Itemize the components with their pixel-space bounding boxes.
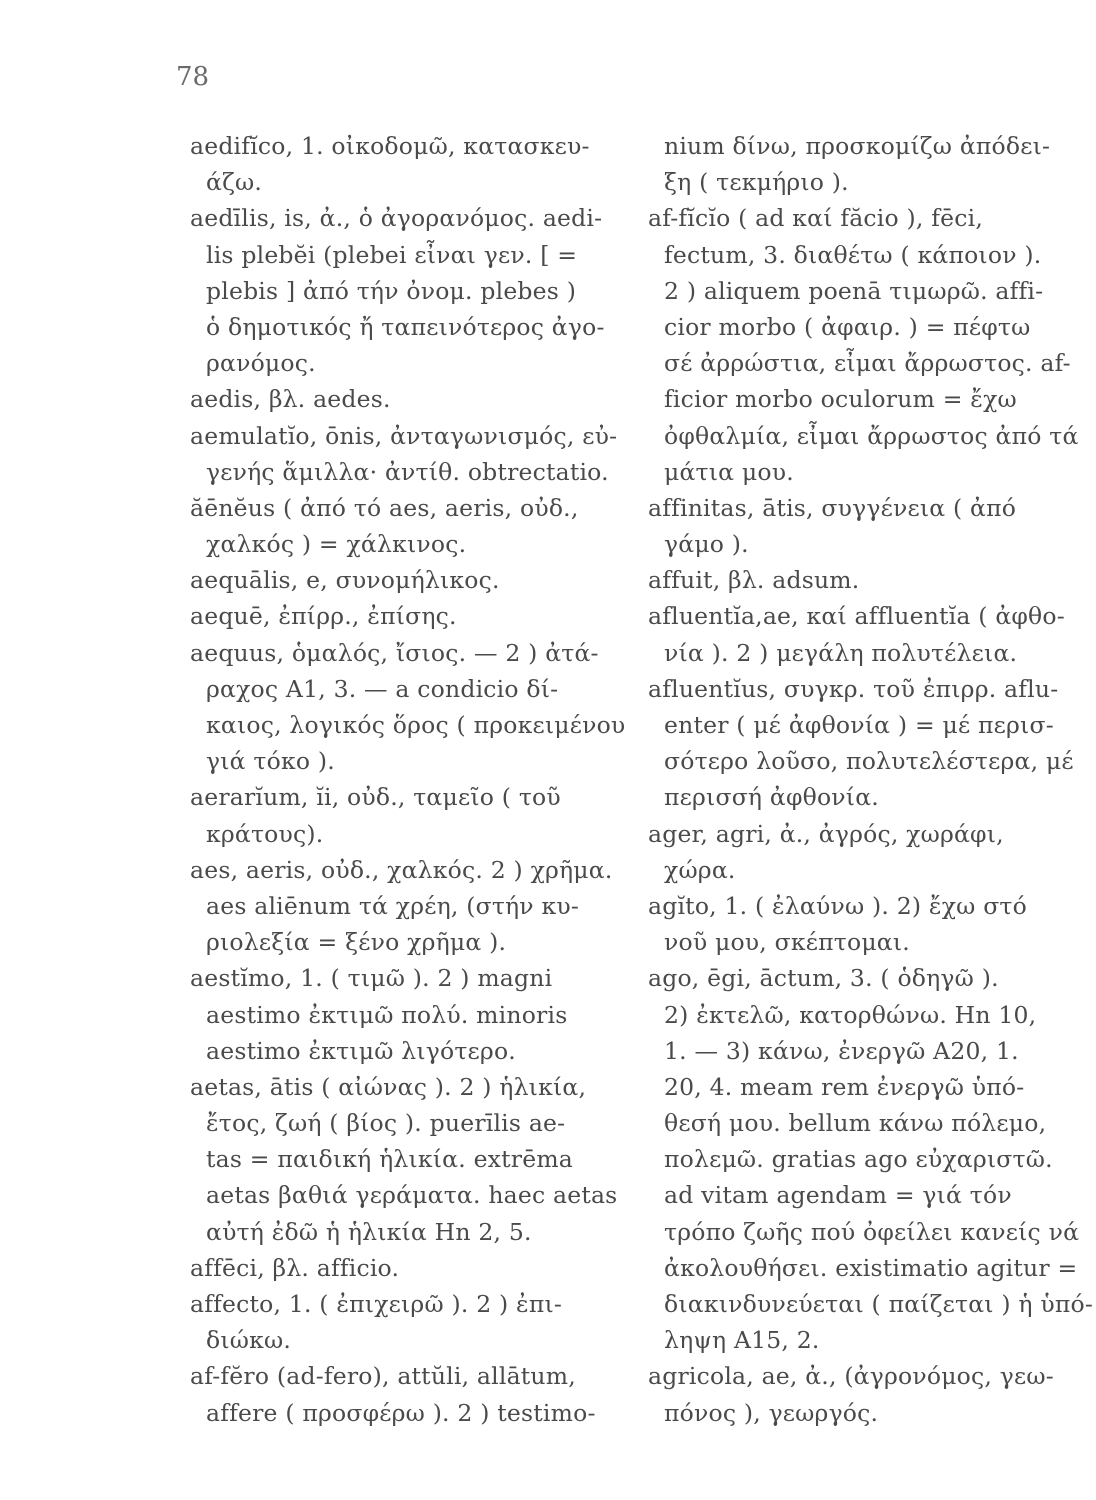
dictionary-line: ἔτος, ζωή ( βίος ). puerīlis ae- [206, 1109, 566, 1138]
dictionary-line: ad vitam agendam = γιά τόν [664, 1181, 1012, 1210]
dictionary-line: aes, aeris, οὐδ., χαλκός. 2 ) χρῆμα. [190, 855, 613, 884]
dictionary-line: ριολεξία = ξένο χρῆμα ). [206, 928, 507, 957]
dictionary-line: aemulatĭo, ōnis, ἀνταγωνισμός, εὐ- [190, 421, 618, 450]
dictionary-line: enter ( μέ ἀφθονία ) = μέ περισ- [664, 711, 1054, 739]
dictionary-line: κράτους). [206, 819, 324, 848]
dictionary-line: aequus, ὁμαλός, ἴσιος. — 2 ) ἀτά- [190, 638, 599, 667]
dictionary-line: θεσή μου. bellum κάνω πόλεμο, [664, 1109, 1047, 1138]
dictionary-line: ὁ δημοτικός ἤ ταπεινότερος ἀγο- [206, 312, 605, 341]
dictionary-line: affere ( προσφέρω ). 2 ) testimo- [206, 1398, 596, 1427]
dictionary-line: ραχος A1, 3. — a condicio δί- [206, 674, 559, 703]
dictionary-line: nium δίνω, προσκομίζω ἀπόδει- [664, 132, 1051, 160]
right-column [648, 128, 1093, 1431]
dictionary-line: μάτια μου. [664, 457, 794, 486]
dictionary-line: καιος, λογικός ὅρος ( προκειμένου [206, 711, 626, 739]
dictionary-line: lis plebĕi (plebei εἶναι γεν. [ = [206, 240, 578, 269]
dictionary-line: af-fĭcĭo ( ad καί făcio ), fēci, [648, 204, 983, 233]
dictionary-line: aestĭmo, 1. ( τιμῶ ). 2 ) magni [190, 964, 553, 993]
dictionary-line: διακινδυνεύεται ( παίζεται ) ἡ ὑπό- [664, 1290, 1093, 1318]
dictionary-line: χαλκός ) = χάλκινος. [206, 530, 467, 559]
dictionary-line: 2 ) aliquem poenā τιμωρῶ. affi- [664, 276, 1044, 305]
dictionary-line: ago, ēgi, āctum, 3. ( ὁδηγῶ ). [648, 964, 999, 993]
dictionary-line: af-fĕro (ad-fero), attŭli, allātum, [190, 1362, 576, 1391]
dictionary-line: tas = παιδική ἡλικία. extrēma [206, 1145, 574, 1174]
dictionary-line: afluentĭa,ae, καί affluentĭa ( ἀφθο- [648, 602, 1065, 631]
dictionary-line: τρόπο ζωῆς πού ὀφείλει κανείς νά [664, 1217, 1080, 1246]
dictionary-line: 1. — 3) κάνω, ἐνεργῶ A20, 1. [664, 1036, 1019, 1065]
dictionary-line: σέ ἀρρώστια, εἶμαι ἄρρωστος. af- [664, 349, 1071, 378]
dictionary-line: αὐτή ἐδῶ ἡ ἡλικία Hn 2, 5. [206, 1217, 532, 1246]
dictionary-line: πολεμῶ. gratias ago εὐχαριστῶ. [664, 1145, 1053, 1174]
dictionary-line: agricola, ae, ἀ., (ἀγρονόμος, γεω- [648, 1362, 1054, 1391]
dictionary-line: aestimo ἐκτιμῶ πολύ. minoris [206, 1000, 568, 1029]
dictionary-line: περισσή ἀφθονία. [664, 783, 879, 812]
dictionary-line: affēci, βλ. afficio. [190, 1253, 400, 1282]
dictionary-line: νοῦ μου, σκέπτομαι. [664, 928, 910, 957]
dictionary-line: affuit, βλ. adsum. [648, 566, 860, 595]
dictionary-line: aedis, βλ. aedes. [190, 385, 391, 414]
dictionary-line: 2) ἐκτελῶ, κατορθώνω. Hn 10, [664, 1000, 1037, 1029]
dictionary-line: πόνος ), γεωργός. [664, 1398, 879, 1427]
dictionary-line: aestimo ἐκτιμῶ λιγότερο. [206, 1036, 516, 1065]
dictionary-line: aequālis, e, συνομήλικος. [190, 566, 500, 595]
dictionary-line: aetas, ātis ( αἰώνας ). 2 ) ἡλικία, [190, 1072, 587, 1101]
dictionary-line: cior morbo ( ἀφαιρ. ) = πέφτω [664, 312, 1031, 341]
dictionary-line: agĭto, 1. ( ἐλαύνω ). 2) ἔχω στό [648, 891, 1027, 920]
dictionary-line: aetas βαθιά γεράματα. haec aetas [206, 1181, 618, 1210]
dictionary-line: fectum, 3. διαθέτω ( κάποιον ). [664, 240, 1042, 269]
dictionary-line: plebis ] ἀπό τήν ὀνομ. plebes ) [206, 276, 577, 305]
page-number: 78 [176, 62, 210, 92]
dictionary-line: affecto, 1. ( ἐπιχειρῶ ). 2 ) ἐπι- [190, 1290, 563, 1318]
dictionary-line: ξη ( τεκμήριο ). [664, 168, 849, 197]
dictionary-line: γενής ἅμιλλα· ἀντίθ. obtrectatio. [206, 457, 609, 486]
dictionary-line: ficior morbo oculorum = ἔχω [664, 385, 1017, 414]
dictionary-line: affinitas, ātis, συγγένεια ( ἀπό [648, 493, 1017, 522]
dictionary-line: ἀκολουθήσει. existimatio agitur = [664, 1253, 1078, 1282]
dictionary-line: ληψη A15, 2. [664, 1326, 820, 1355]
dictionary-line: aes aliēnum τά χρέη, (στήν κυ- [206, 891, 579, 920]
dictionary-line: aedifĭco, 1. οἰκοδομῶ, κατασκευ- [190, 132, 590, 160]
dictionary-line: 20, 4. meam rem ἐνεργῶ ὑπό- [664, 1072, 1025, 1101]
dictionary-line: aequē, ἐπίρρ., ἐπίσης. [190, 602, 457, 631]
dictionary-line: νία ). 2 ) μεγάλη πολυτέλεια. [664, 638, 1018, 667]
dictionary-line: σότερο λοῦσο, πολυτελέστερα, μέ [664, 747, 1074, 776]
dictionary-line: διώκω. [206, 1326, 292, 1355]
dictionary-line: aerarĭum, ĭi, οὐδ., ταμεῖο ( τοῦ [190, 783, 561, 812]
dictionary-line: ăēnĕus ( ἀπό τό aes, aeris, οὐδ., [190, 493, 579, 522]
dictionary-line: aedīlis, is, ἀ., ὁ ἀγορανόμος. aedi- [190, 204, 603, 233]
dictionary-line: afluentĭus, συγκρ. τοῦ ἐπιρρ. aflu- [648, 674, 1059, 703]
dictionary-line: γάμο ). [664, 530, 749, 559]
left-column [190, 128, 630, 1431]
dictionary-line: γιά τόκο ). [206, 747, 335, 776]
dictionary-line: ρανόμος. [206, 349, 316, 378]
dictionary-line: χώρα. [664, 855, 736, 884]
dictionary-line: άζω. [206, 168, 263, 197]
dictionary-line: ager, agri, ἀ., ἀγρός, χωράφι, [648, 819, 1004, 848]
dictionary-line: ὀφθαλμία, εἶμαι ἄρρωστος ἀπό τά [664, 421, 1079, 450]
